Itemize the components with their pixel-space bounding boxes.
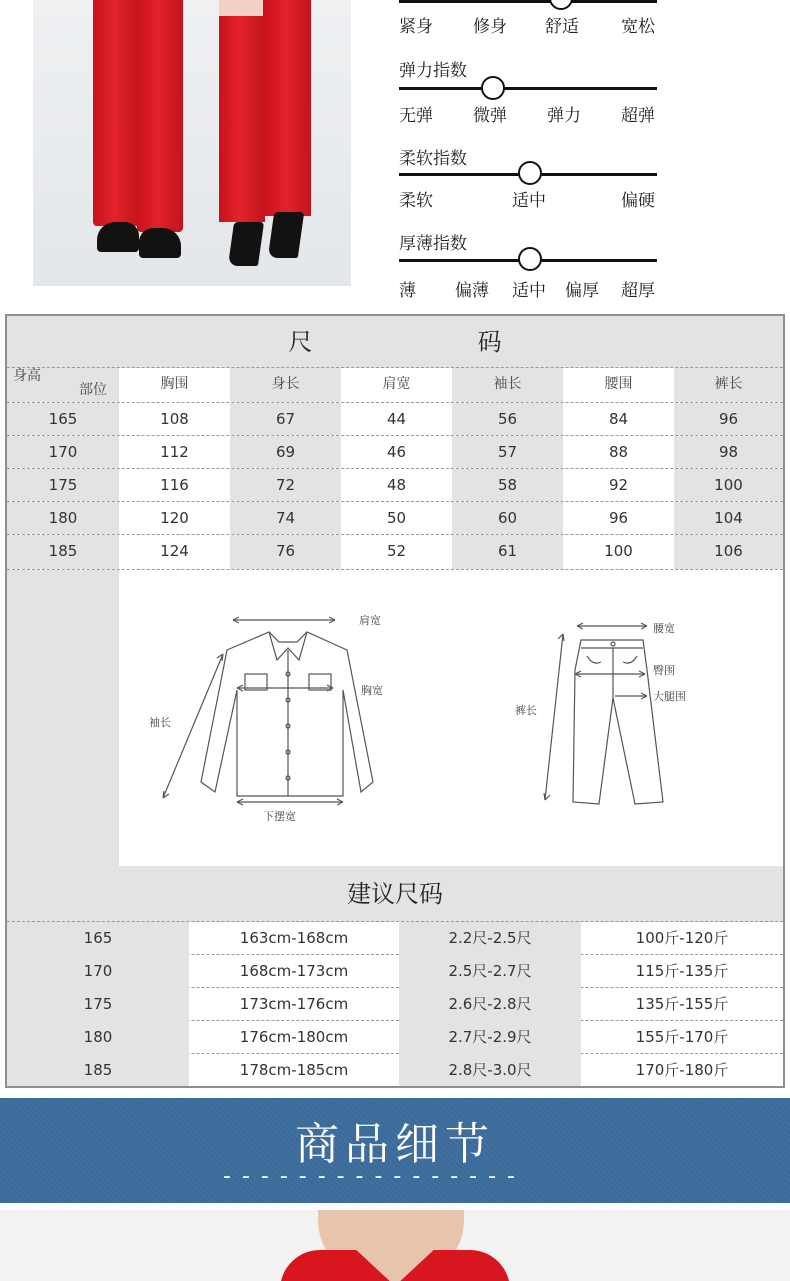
model-shoe	[139, 228, 181, 258]
table-cell: 108	[160, 410, 189, 428]
model-shoe	[268, 212, 304, 258]
table-cell: 163cm-168cm	[239, 929, 349, 947]
table-cell: 178cm-185cm	[239, 1061, 349, 1079]
table-cell: 115斤-135斤	[635, 962, 729, 980]
table-cell: 170斤-180斤	[635, 1061, 729, 1079]
model-leg	[219, 0, 265, 222]
table-cell: 165	[7, 922, 189, 955]
table-cell: 67	[230, 403, 341, 435]
scale-label: 薄	[399, 281, 416, 301]
table-cell: 2.2尺-2.5尺	[399, 922, 581, 955]
table-cell: 180	[7, 502, 119, 534]
table-row	[7, 436, 783, 469]
size-table-title	[7, 316, 783, 368]
table-cell: 2.6尺-2.8尺	[399, 988, 581, 1021]
table-row	[7, 535, 783, 570]
table-row	[7, 1021, 783, 1054]
scale-label: 偏厚	[565, 281, 599, 301]
size-title-right: 码	[477, 328, 502, 356]
table-cell: 96	[674, 403, 783, 435]
table-cell: 175	[7, 988, 189, 1021]
pants-outline	[573, 640, 663, 804]
scale-label: 无弹	[399, 106, 433, 126]
table-cell: 56	[452, 403, 563, 435]
pants-length-label: 裤长	[515, 704, 537, 717]
shoulder-width-label: 肩宽	[359, 614, 381, 627]
scale-label: 超弹	[621, 106, 655, 126]
scale-knob	[549, 0, 573, 10]
size-chart	[5, 314, 785, 1088]
jacket-outline	[201, 632, 373, 796]
table-cell: 48	[386, 476, 407, 494]
table-row	[7, 1054, 783, 1086]
chest-width-label: 胸宽	[361, 684, 383, 697]
table-cell: 60	[452, 502, 563, 534]
scale-knob	[518, 161, 542, 185]
table-row	[7, 403, 783, 436]
table-cell: 72	[230, 469, 341, 501]
table-cell: 180	[7, 1021, 189, 1054]
table-cell: 175	[7, 469, 119, 501]
table-cell: 84	[608, 410, 629, 428]
table-row	[7, 988, 783, 1021]
scale-label: 柔软	[399, 191, 433, 211]
garment-sketch	[119, 570, 783, 866]
corner-top-label: 身高	[13, 368, 41, 384]
diagram-side-band	[7, 570, 119, 866]
scale-label: 适中	[512, 281, 546, 301]
scale-label: 宽松	[621, 17, 655, 37]
table-cell: 2.8尺-3.0尺	[399, 1054, 581, 1086]
scale-label: 微弹	[473, 106, 507, 126]
model-leg	[265, 0, 311, 216]
table-cell: 44	[386, 410, 407, 428]
scale-line	[399, 0, 657, 3]
table-cell: 61	[452, 535, 563, 569]
scale-label: 偏薄	[455, 281, 489, 301]
table-cell: 76	[230, 535, 341, 569]
scale-title: 弹力指数	[399, 61, 467, 81]
model-shoe	[228, 222, 264, 266]
size-title-left: 尺	[288, 328, 313, 356]
table-cell: 116	[160, 476, 189, 494]
table-row	[7, 469, 783, 502]
table-cell: 173cm-176cm	[239, 995, 349, 1013]
hip-label: 臀围	[653, 664, 675, 677]
table-cell: 100	[604, 542, 633, 560]
product-photo-pants	[33, 0, 351, 286]
table-cell: 155斤-170斤	[635, 1028, 729, 1046]
table-cell: 170	[7, 955, 189, 988]
table-cell: 46	[386, 443, 407, 461]
table-cell: 2.7尺-2.9尺	[399, 1021, 581, 1054]
scale-line	[399, 87, 657, 90]
scale-title: 柔软指数	[399, 149, 467, 169]
sleeve-length-label: 袖长	[149, 716, 171, 729]
model-hand	[219, 0, 263, 16]
hem-width-label: 下摆宽	[263, 810, 296, 823]
table-cell: 176cm-180cm	[239, 1028, 349, 1046]
table-cell: 88	[608, 443, 629, 461]
waist-width-label: 腰宽	[653, 622, 675, 635]
scale-label: 适中	[512, 191, 546, 211]
table-cell: 100斤-120斤	[635, 929, 729, 947]
scale-label: 弹力	[547, 106, 581, 126]
scale-knob	[481, 76, 505, 100]
model-leg	[93, 0, 141, 226]
column-header: 身长	[230, 368, 341, 402]
measurement-diagram	[119, 570, 783, 866]
table-row	[7, 955, 783, 988]
table-row	[7, 922, 783, 955]
scale-label: 超厚	[621, 281, 655, 301]
corner-cell	[7, 368, 119, 402]
column-header: 袖长	[452, 368, 563, 402]
product-photo-collar	[0, 1210, 790, 1281]
scale-label: 修身	[473, 17, 507, 37]
table-cell: 74	[230, 502, 341, 534]
thigh-label: 大腿围	[653, 690, 686, 703]
table-cell: 100	[674, 469, 783, 501]
table-cell: 185	[7, 1054, 189, 1086]
table-row	[7, 502, 783, 535]
column-header: 肩宽	[382, 376, 411, 392]
corner-bottom-label: 部位	[79, 382, 107, 398]
product-details-banner	[0, 1098, 790, 1203]
table-cell: 57	[452, 436, 563, 468]
table-cell: 168cm-173cm	[239, 962, 349, 980]
table-cell: 98	[674, 436, 783, 468]
table-cell: 135斤-155斤	[635, 995, 729, 1013]
scale-knob	[518, 247, 542, 271]
size-table-header	[7, 368, 783, 403]
table-cell: 52	[386, 542, 407, 560]
scale-label: 舒适	[545, 17, 579, 37]
model-shoe	[97, 222, 139, 252]
table-cell: 50	[386, 509, 407, 527]
recommend-title: 建议尺码	[7, 866, 783, 922]
column-header: 腰围	[604, 376, 633, 392]
table-cell: 2.5尺-2.7尺	[399, 955, 581, 988]
table-cell: 58	[452, 469, 563, 501]
fabric-index-scales	[395, 0, 665, 300]
model-leg	[137, 0, 183, 232]
table-cell: 170	[7, 436, 119, 468]
table-cell: 106	[674, 535, 783, 569]
banner-divider: - - - - - - - - - - - - - - - -	[223, 1170, 517, 1184]
column-header: 胸围	[160, 376, 189, 392]
banner-title: 商品细节	[295, 1119, 495, 1170]
table-cell: 92	[608, 476, 629, 494]
table-cell: 185	[7, 535, 119, 569]
scale-title: 厚薄指数	[399, 234, 467, 254]
scale-label: 紧身	[399, 17, 433, 37]
table-cell: 165	[7, 403, 119, 435]
table-cell: 112	[160, 443, 189, 461]
scale-label: 偏硬	[621, 191, 655, 211]
table-cell: 69	[230, 436, 341, 468]
table-cell: 124	[160, 542, 189, 560]
table-cell: 104	[674, 502, 783, 534]
table-cell: 96	[608, 509, 629, 527]
table-cell: 120	[160, 509, 189, 527]
column-header: 裤长	[674, 368, 783, 402]
